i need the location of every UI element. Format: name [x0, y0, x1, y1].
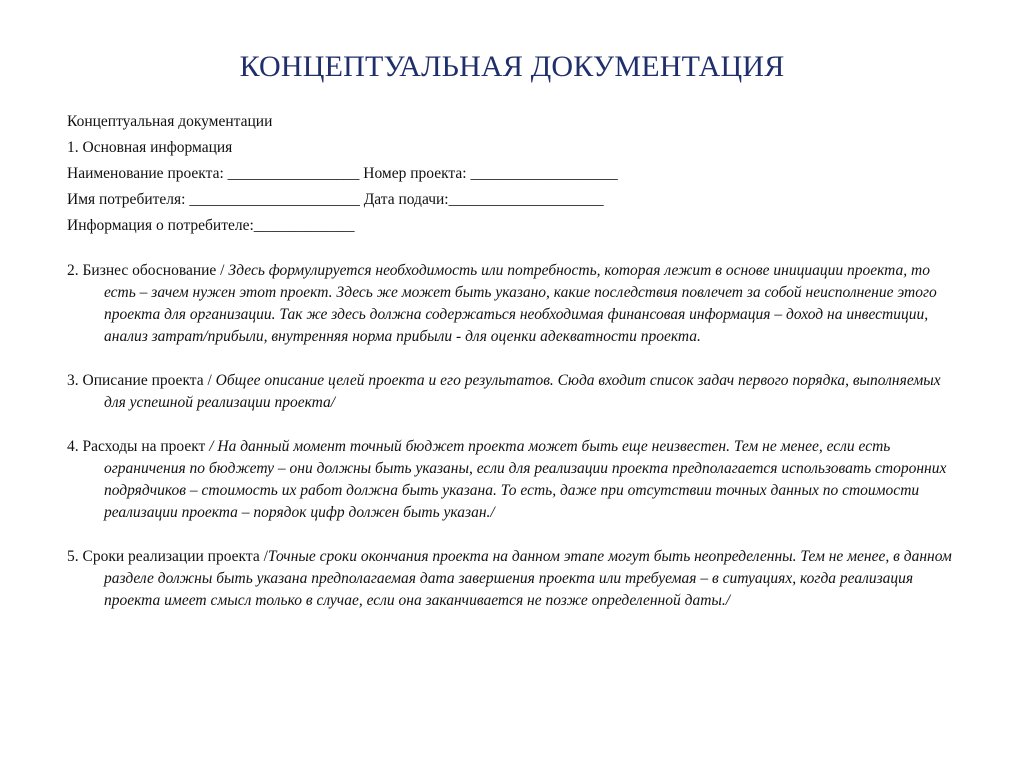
document-body [67, 111, 957, 612]
spacer [67, 241, 957, 260]
section-project-description [67, 370, 957, 414]
spacer [67, 524, 957, 546]
section-description: / На данный момент точный бюджет проекта может быть еще неизвестен. Тем не менее, если есть ограничения по бюджету – они должны быть указаны, если для реализации проекта предполагается использовать сторонних подрядчиков – стоимость их работ должна быть указана. То есть, даже при отсутствии точных данных по стоимости реализации проекта – порядок цифр должен быть указан./ [104, 438, 947, 521]
intro-heading: Концептуальная документации [67, 113, 273, 130]
section-project-costs [67, 436, 957, 524]
section-label: 4. Расходы на проект [67, 438, 210, 455]
section-description: Точные сроки окончания проекта на данном этапе могут быть неопределенны. Тем не менее, в данном разделе должны быть указана предполагаемая дата завершения проекта или требуемая – в ситуациях, когда реализация проекта имеет смысл только в случае, если она заканчивается не позже определенной даты./ [104, 548, 952, 609]
project-name-line: Наименование проекта: _________________ Номер проекта: ___________________ [67, 165, 618, 182]
section-label: 2. Бизнес обоснование / [67, 262, 229, 279]
spacer [67, 414, 957, 436]
document-title: КОНЦЕПТУАЛЬНАЯ ДОКУМЕНТАЦИЯ [239, 50, 785, 83]
section-business-justification [67, 260, 957, 348]
section-label: 5. Сроки реализации проекта / [67, 548, 268, 565]
section-project-timeline [67, 546, 957, 612]
section-label: 3. Описание проекта / [67, 372, 216, 389]
basic-info-heading: 1. Основная информация [67, 139, 233, 156]
customer-name-line: Имя потребителя: ______________________ Дата подачи:____________________ [67, 191, 604, 208]
spacer [67, 348, 957, 370]
section-description: Здесь формулируется необходимость или потребность, которая лежит в основе инициации проекта, то есть – зачем нужен этот проект. Здесь же может быть указано, какие последствия повлечет за собой неисполнение этого проекта для организации. Так же здесь должна содержаться необходимая финансовая информация – доход на инвестиции, анализ затрат/прибыли, внутренняя норма прибыли - для оценки адекватности проекта. [104, 262, 937, 345]
section-description: Общее описание целей проекта и его результатов. Сюда входит список задач первого порядка, выполняемых для успешной реализации проекта/ [104, 372, 941, 411]
customer-info-line: Информация о потребителе:_____________ [67, 217, 355, 234]
